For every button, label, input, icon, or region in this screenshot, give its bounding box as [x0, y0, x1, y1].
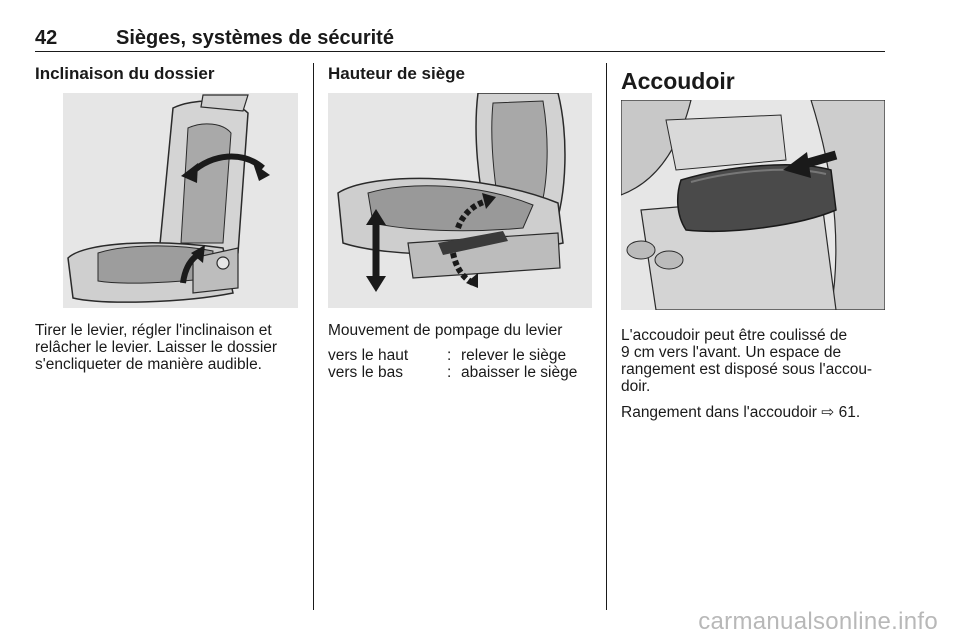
text-line: L'accoudoir peut être coulissé de	[621, 327, 848, 344]
text-line: 9 cm vers l'avant. Un espace de	[621, 344, 842, 361]
armrest-description	[621, 327, 886, 395]
section-heading: Inclinaison du dossier	[35, 64, 215, 83]
separator: :	[447, 364, 452, 381]
page-number: 42	[35, 27, 58, 49]
section-heading: Hauteur de siège	[328, 64, 465, 83]
text-line: relâcher le levier. Laisser le dossier	[35, 339, 278, 356]
section-seat-height	[328, 63, 593, 85]
section-armrest	[621, 66, 886, 96]
watermark: carmanualsonline.info	[698, 608, 938, 635]
reference-arrow-icon: ⇨	[821, 404, 835, 421]
text-line: s'encliqueter de manière audible.	[35, 356, 262, 373]
section-backrest	[35, 63, 300, 85]
page-title: Sièges, systèmes de sécurité	[116, 27, 394, 49]
column-divider	[606, 63, 607, 610]
text-line: rangement est disposé sous l'accou-	[621, 361, 873, 378]
pump-caption: Mouvement de pompage du levier	[328, 322, 563, 339]
backrest-illustration	[63, 93, 298, 308]
seat-height-illustration	[328, 93, 592, 308]
backrest-instructions	[35, 322, 300, 373]
desc-down: abaisser le siège	[461, 364, 578, 381]
term-up: vers le haut	[328, 347, 409, 364]
section-heading: Accoudoir	[621, 68, 735, 94]
column-divider	[313, 63, 314, 610]
reference-page-link[interactable]: 61.	[838, 404, 861, 421]
reference-text: Rangement dans l'accoudoir	[621, 404, 817, 421]
armrest-illustration	[621, 100, 885, 310]
page-header	[35, 27, 885, 52]
term-down: vers le bas	[328, 364, 403, 381]
text-line: doir.	[621, 378, 651, 395]
desc-up: relever le siège	[461, 347, 567, 364]
cross-reference	[621, 404, 886, 421]
separator: :	[447, 347, 452, 364]
text-line: Tirer le levier, régler l'inclinaison et	[35, 322, 272, 339]
